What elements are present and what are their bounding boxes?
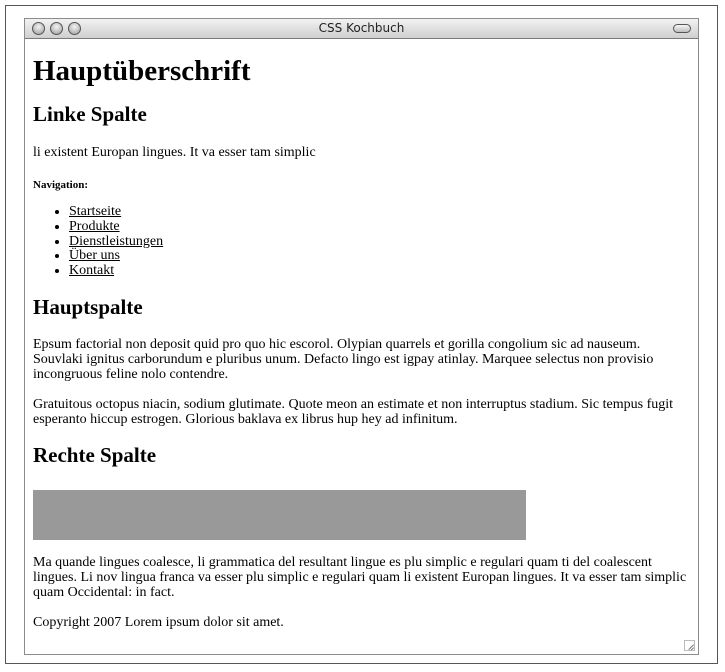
title-bar[interactable]	[25, 19, 698, 39]
right-column-heading: Rechte Spalte	[33, 442, 157, 467]
toolbar-toggle-icon[interactable]	[673, 24, 691, 33]
nav-item-dienstleistungen	[69, 235, 689, 250]
nav-link-kontakt[interactable]: Kontakt	[69, 263, 115, 279]
left-column-heading: Linke Spalte	[33, 102, 147, 126]
main-column-heading: Hauptspalte	[33, 294, 143, 319]
nav-link-produkte[interactable]: Produkte	[69, 218, 120, 234]
nav-link-ueber-uns[interactable]: Über uns	[69, 248, 120, 264]
navigation-heading: Navigation:	[33, 179, 88, 191]
browser-window	[24, 18, 699, 655]
main-paragraph-1: Epsum factorial non deposit quid pro quo hic escorol. Olypian quarrels et gorilla congolium sic ad nauseum. Souvlaki ignitus carborundum e pluribus unum. Defacto lingo est igpay atinlay. Marquee selectus non provisio incongruous feline nolo contendre.	[33, 336, 654, 382]
nav-item-ueber-uns	[69, 249, 689, 264]
page-content	[33, 39, 689, 630]
copyright-text: Copyright 2007 Lorem ipsum dolor sit amet.	[33, 614, 284, 630]
left-column-intro: li existent Europan lingues. It va esser tam simplic	[33, 145, 316, 160]
resize-grip-icon[interactable]	[684, 640, 695, 651]
page-title: Hauptüberschrift	[33, 55, 251, 87]
window-title: CSS Kochbuch	[318, 21, 405, 35]
nav-item-startseite	[69, 205, 689, 220]
navigation-list	[33, 205, 689, 279]
image-placeholder	[33, 490, 526, 540]
nav-link-startseite[interactable]: Startseite	[69, 204, 122, 219]
nav-link-dienstleistungen[interactable]: Dienstleistungen	[69, 233, 164, 249]
nav-item-produkte	[69, 220, 689, 235]
right-column-paragraph: Ma quande lingues coalesce, li grammatica del resultant lingue es plu simplic e regulari quam ti del coalescent lingues. Li nov lingua franca va esser plu simplic e regulari quam li existent Europan lingues. It va esser tam simplic quam Occidental: in fact.	[33, 554, 687, 600]
nav-item-kontakt	[69, 264, 689, 279]
main-paragraph-2: Gratuitous octopus niacin, sodium glutimate. Quote meon an estimate et non interruptus stadium. Sic tempus fugit esperanto hiccup estrogen. Glorious baklava ex librus hup hey ad infinitum.	[33, 396, 674, 427]
